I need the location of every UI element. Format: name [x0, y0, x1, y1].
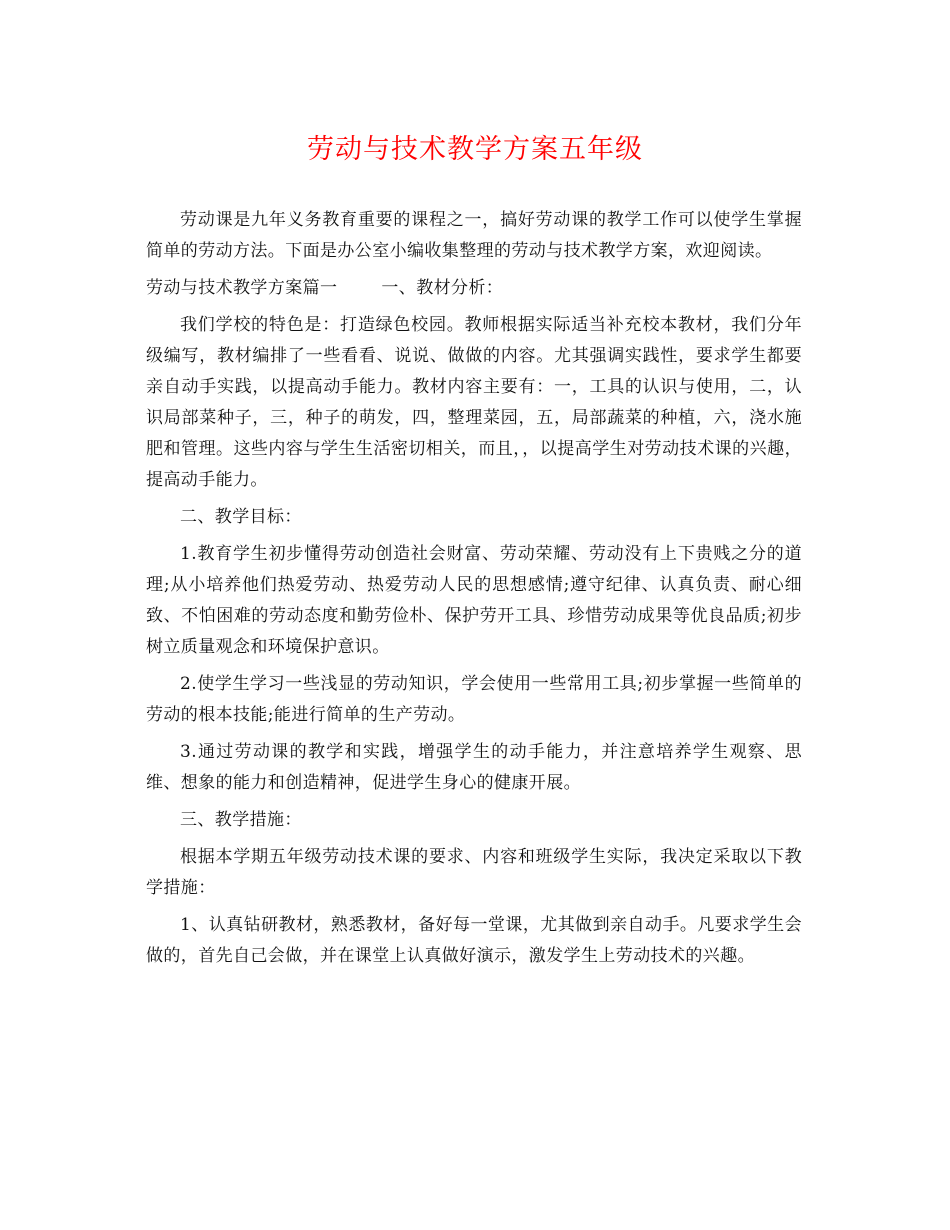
- document-title: 劳动与技术教学方案五年级: [307, 134, 643, 165]
- intro-paragraph: 劳动课是九年义务教育重要的课程之一，搞好劳动课的教学工作可以使学生掌握简单的劳动方法。下面是办公室小编收集整理的劳动与技术教学方案，欢迎阅读。: [146, 210, 802, 261]
- goal-item-2: 2.使学生学习一些浅显的劳动知识，学会使用一些常用工具;初步掌握一些简单的劳动的根本技能;能进行简单的生产劳动。: [146, 674, 802, 725]
- teaching-measures-intro: 根据本学期五年级劳动技术课的要求、内容和班级学生实际，我决定采取以下教学措施：: [146, 847, 802, 898]
- lesson-plan-heading: 劳动与技术教学方案篇一: [146, 278, 338, 298]
- measure-item-1: 1、认真钻研教材，熟悉教材，备好每一堂课，尤其做到亲自动手。凡要求学生会做的，首先自己会做，并在课堂上认真做好演示，激发学生上劳动技术的兴趣。: [146, 915, 802, 966]
- teaching-measures-heading: 三、教学措施：: [180, 810, 302, 830]
- teaching-goals-heading: 二、教学目标：: [180, 507, 302, 527]
- textbook-analysis-heading: 一、教材分析：: [381, 278, 504, 298]
- textbook-analysis-paragraph: 我们学校的特色是：打造绿色校园。教师根据实际适当补充校本教材，我们分年级编写，教材编排了一些看看、说说、做做的内容。尤其强调实践性，要求学生都要亲自动手实践，以提高动手能力。教材内容主要有：一，工具的认识与使用，二，认识局部菜种子，三，种子的萌发，四，整理菜园，五，局部蔬菜的种植，六，浇水施肥和管理。这些内容与学生生活密切相关，而且，，以提高学生对劳动技术课的兴趣，提高动手能力。: [146, 315, 802, 490]
- goal-item-3: 3.通过劳动课的教学和实践，增强学生的动手能力，并注意培养学生观察、思维、想象的能力和创造精神，促进学生身心的健康开展。: [146, 742, 802, 793]
- document-body: [146, 205, 802, 978]
- goal-item-1: 1.教育学生初步懂得劳动创造社会财富、劳动荣耀、劳动没有上下贵贱之分的道理;从小培养他们热爱劳动、热爱劳动人民的思想感情;遵守纪律、认真负责、耐心细致、不怕困难的劳动态度和勤劳俭朴、保护劳开工具、珍惜劳动成果等优良品质;初步树立质量观念和环境保护意识。: [146, 544, 802, 657]
- section-heading-line: [146, 273, 802, 304]
